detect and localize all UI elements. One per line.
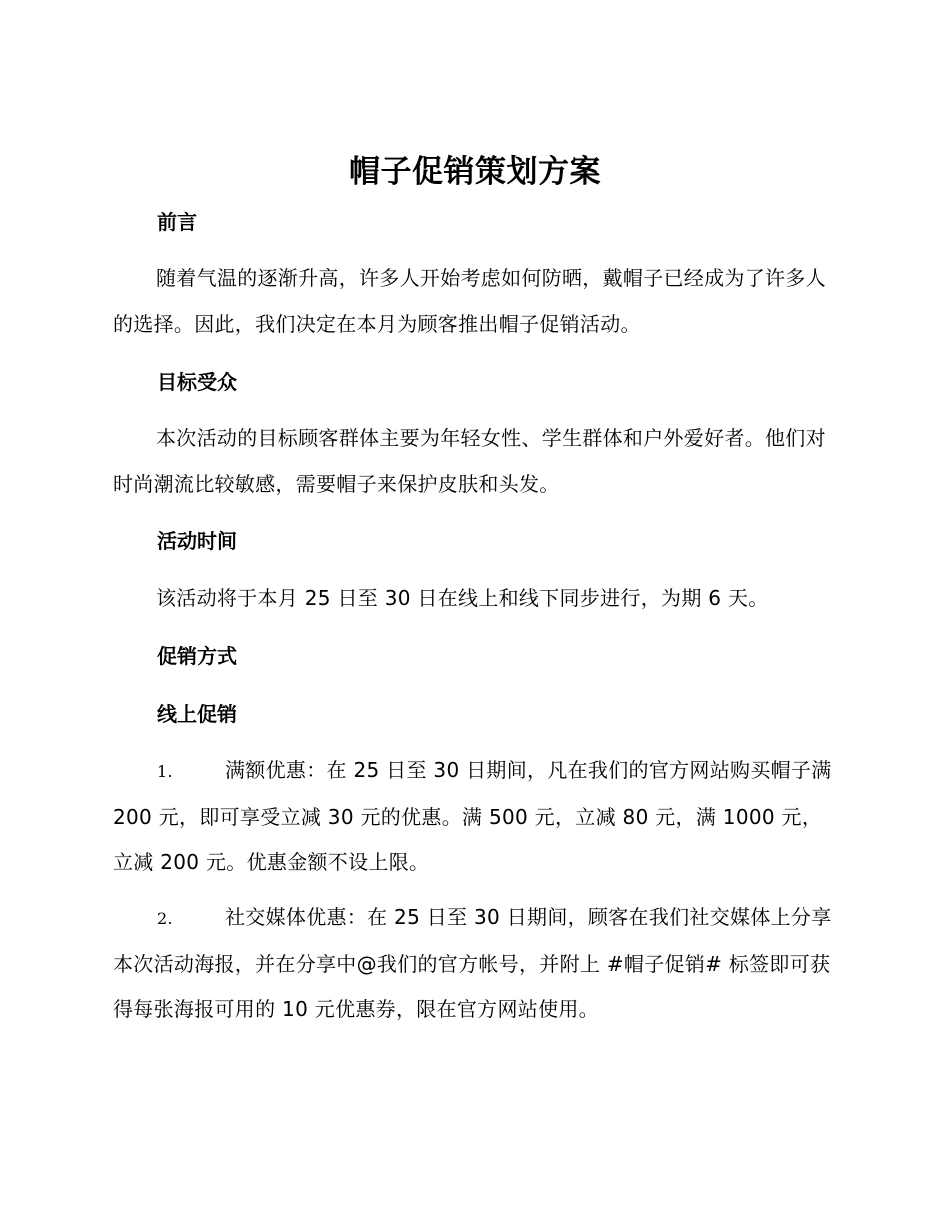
section-heading-time: 活动时间 (157, 529, 237, 553)
audience-paragraph: 本次活动的目标顾客群体主要为年轻女性、学生群体和户外爱好者。他们对时尚潮流比较敏感，需要帽子来保护皮肤和头发。 (113, 426, 826, 496)
list-item-text: 社交媒体优惠：在 25 日至 30 日期间，顾客在我们社交媒体上分享本次活动海报，并在分享中@我们的官方帐号，并附上 #帽子促销# 标签即可获得每张海报可用的 10 元优惠券，限在官方网站使用。 (113, 905, 832, 1021)
list-item (113, 895, 833, 1033)
list-item-number: 1. (157, 762, 173, 781)
intro-paragraph: 随着气温的逐渐升高，许多人开始考虑如何防晒，戴帽子已经成为了许多人的选择。因此，我们决定在本月为顾客推出帽子促销活动。 (113, 266, 826, 336)
section-heading-intro: 前言 (157, 210, 197, 234)
section-heading-method: 促销方式 (157, 644, 237, 668)
list-item-number: 2. (157, 909, 173, 928)
document-title: 帽子促销策划方案 (349, 154, 601, 190)
list-item (113, 748, 833, 886)
list-item-text: 满额优惠：在 25 日至 30 日期间，凡在我们的官方网站购买帽子满 200 元，即可享受立减 30 元的优惠。满 500 元，立减 80 元，满 1000 元，立减 200 元。优惠金额不设上限。 (113, 758, 832, 874)
time-paragraph: 该活动将于本月 25 日至 30 日在线上和线下同步进行，为期 6 天。 (156, 586, 769, 610)
section-heading-audience: 目标受众 (157, 370, 237, 394)
section-heading-online: 线上促销 (157, 702, 237, 726)
